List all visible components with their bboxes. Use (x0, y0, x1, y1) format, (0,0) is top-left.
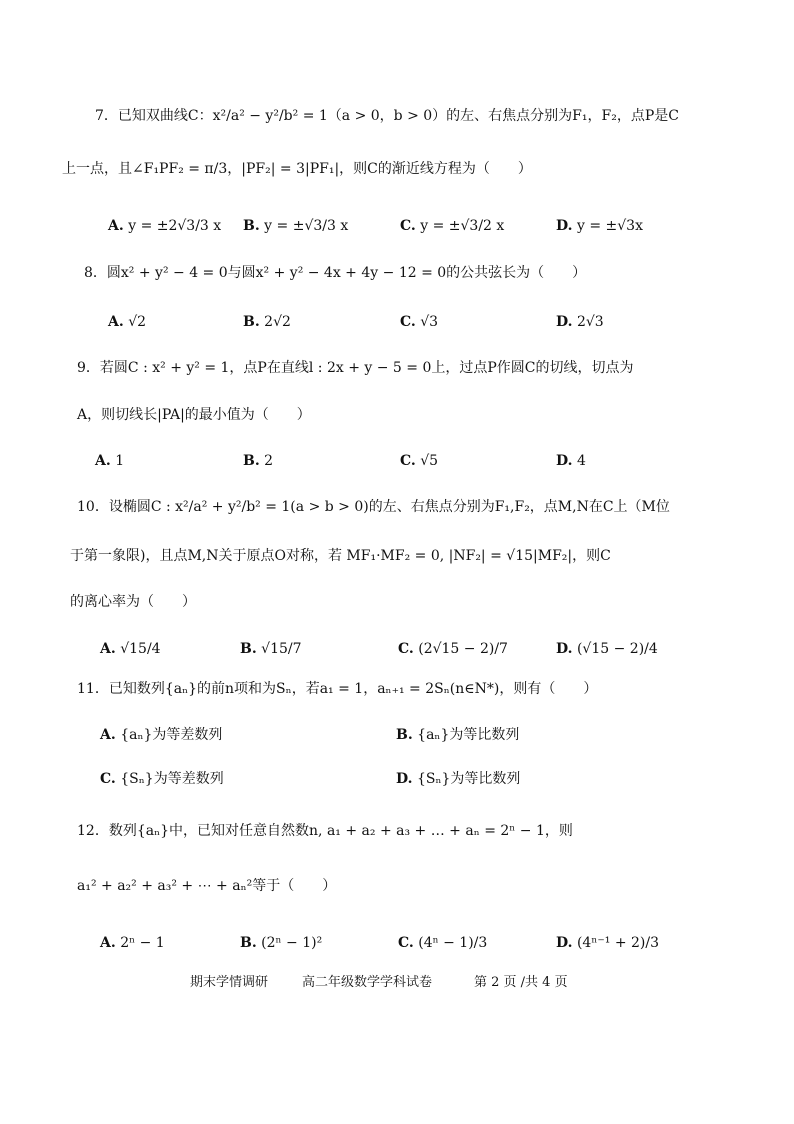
question-10-option-c: C. (2√15 − 2)/7 (398, 641, 508, 657)
question-8-option-b: B. 2√2 (243, 314, 291, 330)
question-8-line-1: 8．圆x² + y² − 4 = 0与圆x² + y² − 4x + 4y − 12 = 0的公共弦长为（ ） (84, 265, 587, 281)
question-10-option-d: D. (√15 − 2)/4 (556, 641, 658, 657)
question-11-option-d: D. {Sₙ}为等比数列 (396, 771, 521, 787)
question-10-line-2: 于第一象限)，且点M,N关于原点O对称，若 MF₁·MF₂ = 0, |NF₂| = √15|MF₂|，则C (70, 548, 611, 564)
question-7-option-c: C. y = ±√3/2 x (400, 218, 505, 234)
question-11-line-1: 11．已知数列{aₙ}的前n项和为Sₙ，若a₁ = 1，aₙ₊₁ = 2Sₙ(n∈N*)，则有（ ） (77, 681, 598, 697)
question-11-option-a: A. {aₙ}为等差数列 (100, 727, 223, 743)
question-9-option-a: A. 1 (95, 453, 125, 469)
question-9-option-c: C. √5 (400, 453, 439, 469)
question-8-option-d: D. 2√3 (556, 314, 604, 330)
footer-left: 期末学情调研 (190, 975, 269, 990)
question-10-option-a: A. √15/4 (100, 641, 161, 657)
question-8-option-c: C. √3 (400, 314, 439, 330)
question-11-option-b: B. {aₙ}为等比数列 (396, 727, 520, 743)
question-7-option-a: A. y = ±2√3/3 x (108, 218, 222, 234)
question-12-option-c: C. (4ⁿ − 1)/3 (398, 935, 488, 951)
question-7-option-d: D. y = ±√3x (556, 218, 643, 234)
question-9-option-d: D. 4 (556, 453, 586, 469)
question-10-line-3: 的离心率为（ ） (70, 594, 196, 610)
question-12-line-2: a₁² + a₂² + a₃² + ⋯ + aₙ²等于（ ） (77, 878, 337, 894)
question-7-line-1: 7．已知双曲线C：x²/a² − y²/b² = 1（a > 0，b > 0）的左、右焦点分别为F₁，F₂，点P是C (95, 108, 679, 124)
question-7-line-2: 上一点，且∠F₁PF₂ = π/3，|PF₂| = 3|PF₁|，则C的渐近线方程为（ ） (62, 161, 532, 177)
question-12-option-b: B. (2ⁿ − 1)² (240, 935, 323, 951)
question-9-line-2: A，则切线长|PA|的最小值为（ ） (77, 407, 311, 423)
footer-page-number: 第 2 页 /共 4 页 (474, 975, 568, 990)
question-7-option-b: B. y = ±√3/3 x (243, 218, 349, 234)
question-10-line-1: 10．设椭圆C : x²/a² + y²/b² = 1(a > b > 0)的左、右焦点分别为F₁,F₂，点M,N在C上（M位 (77, 499, 670, 515)
footer-middle: 高二年级数学学科试卷 (302, 975, 433, 990)
question-12-option-d: D. (4ⁿ⁻¹ + 2)/3 (556, 935, 660, 951)
question-9-line-1: 9．若圆C : x² + y² = 1，点P在直线l : 2x + y − 5 = 0上，过点P作圆C的切线，切点为 (77, 360, 634, 376)
question-8-option-a: A. √2 (108, 314, 147, 330)
question-12-option-a: A. 2ⁿ − 1 (100, 935, 165, 951)
question-12-line-1: 12．数列{aₙ}中，已知对任意自然数n, a₁ + a₂ + a₃ + … + aₙ = 2ⁿ − 1，则 (77, 823, 573, 839)
question-11-option-c: C. {Sₙ}为等差数列 (100, 771, 224, 787)
question-10-option-b: B. √15/7 (240, 641, 302, 657)
question-9-option-b: B. 2 (243, 453, 274, 469)
